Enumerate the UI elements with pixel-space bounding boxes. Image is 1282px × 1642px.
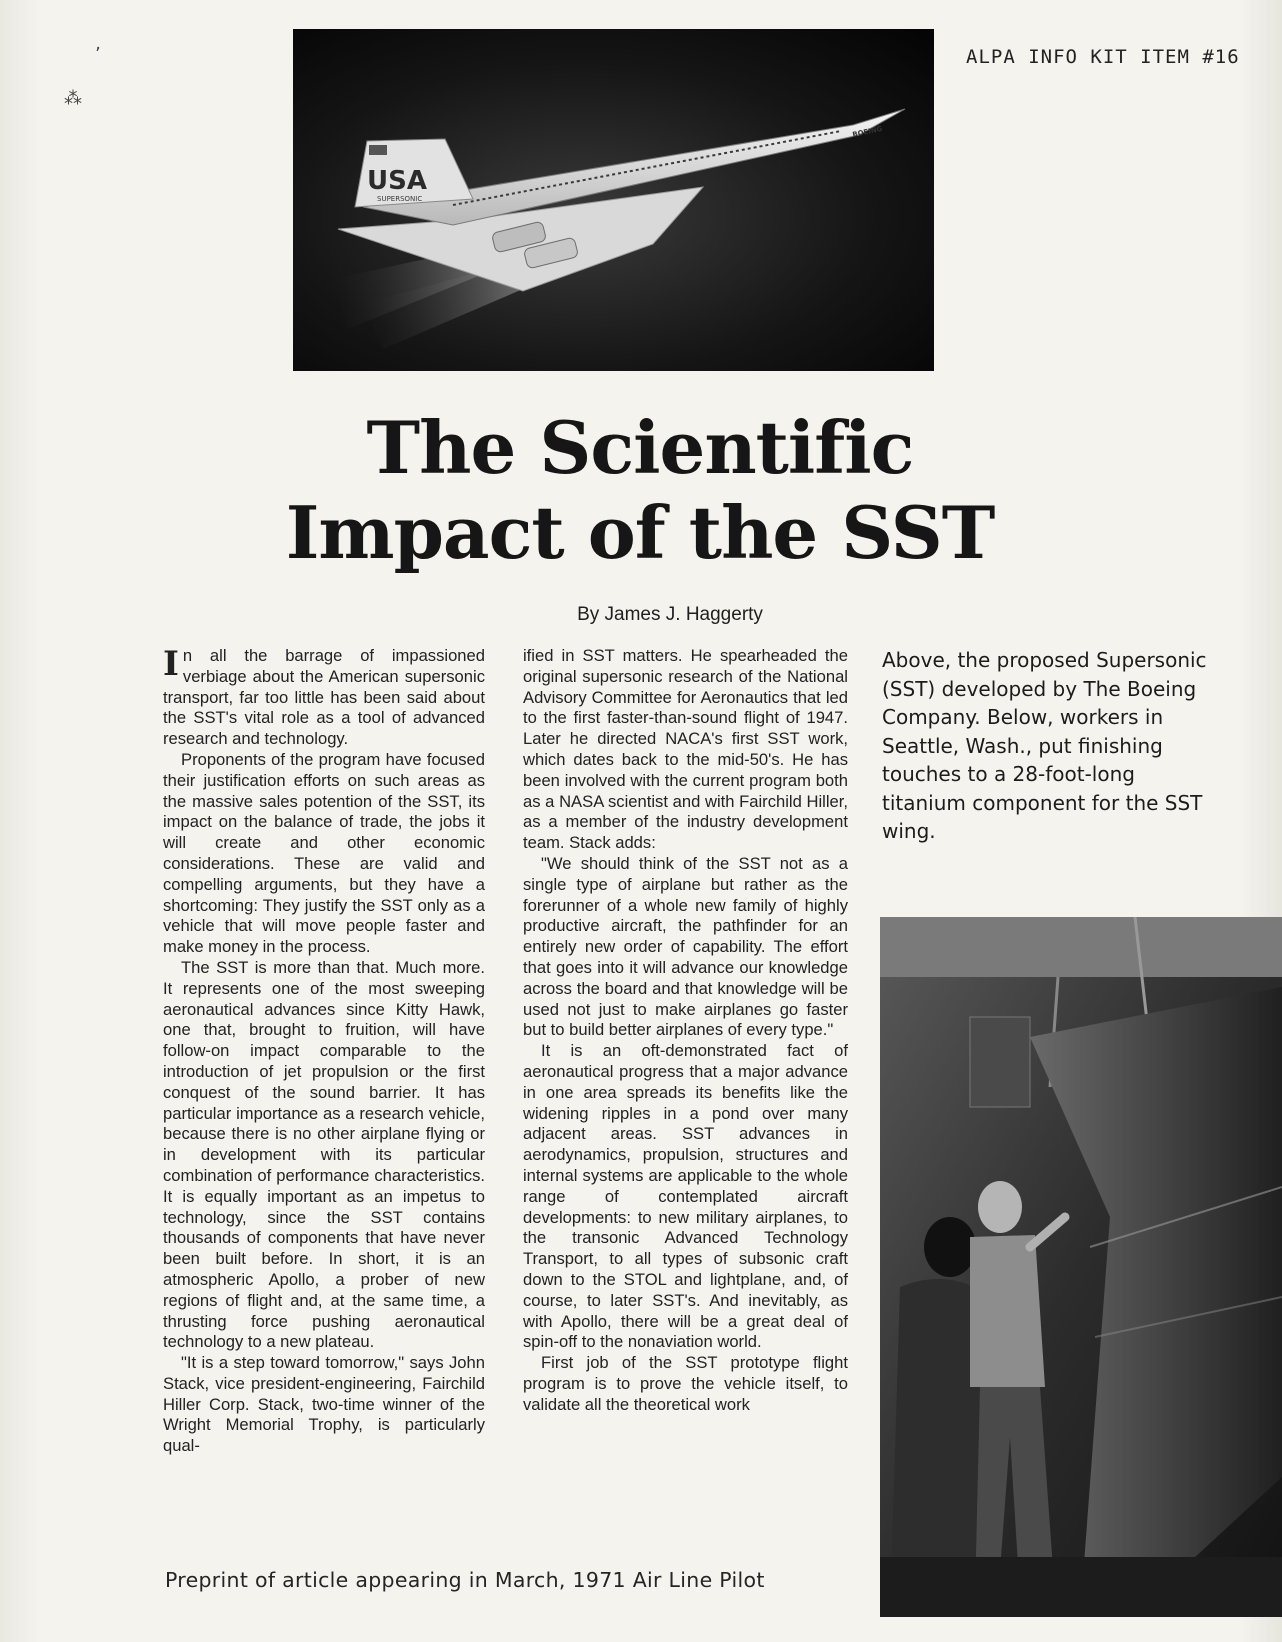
- paragraph: The SST is more than that. Much more. It represents one of the most sweeping aeronautical advances since Kitty Hawk, one that, brought to fruition, will have follow-on impact comparable to the introduction of jet propulsion or the first conquest of the sound barrier. It has particular importance as a research vehicle, because there is no other airplane flying or in development with its particular combination of performance characteristics. It is equally important as an impetus to technology, since the SST contains thousands of components that have never been built before. In short, it is an atmospheric Apollo, a prober of new regions of flight and, at the same time, a thrusting force pushing aeronautical technology to a new plateau.: [163, 957, 485, 1352]
- paragraph: "We should think of the SST not as a single type of airplane but rather as the forerunner of a whole new family of highly productive aircraft, the pathfinder for an entirely new order of capability. The effort that goes into it will advance our knowledge across the board and that knowledge will be used not just to make airplanes go faster but to build better airplanes of every type.": [523, 853, 848, 1040]
- sst-aircraft-photo: [293, 29, 934, 371]
- workers-titanium-photo: [880, 917, 1282, 1617]
- footer-note: Preprint of article appearing in March, 1971 Air Line Pilot: [165, 1568, 765, 1592]
- flag-icon: [369, 145, 387, 155]
- floor: [880, 1557, 1282, 1617]
- drop-cap: I: [163, 644, 179, 684]
- paragraph: First job of the SST prototype flight program is to prove the vehicle itself, to validate all the theoretical work: [523, 1353, 848, 1414]
- byline: By James J. Haggerty: [577, 604, 763, 625]
- title-line-1: The Scientific: [366, 405, 914, 490]
- ceiling: [880, 917, 1282, 977]
- paragraph-text: n all the barrage of impassioned verbiage about the American supersonic transport, far too little has been said about the SST's vital role as a tool of advanced research and technology.: [163, 646, 485, 749]
- article-title: [200, 405, 1080, 575]
- tail-marking: USA: [367, 166, 427, 196]
- paragraph: "It is a step toward tomorrow," says John Stack, vice president-engineering, Fairchild Hiller Corp. Stack, two-time winner of the Wright Memorial Trophy, is particularly qual-: [163, 1353, 485, 1456]
- photo-caption: Above, the proposed Supersonic (SST) developed by The Boeing Company. Below, workers in Seattle, Wash., put finishing touches to a 28-foot-long titanium component for the SST wing.: [882, 648, 1207, 843]
- machinery: [970, 1017, 1030, 1107]
- title-line-2: Impact of the SST: [285, 490, 995, 575]
- sst-aircraft-illustration: [293, 29, 934, 371]
- info-kit-label: ALPA INFO KIT ITEM #16: [966, 46, 1240, 68]
- paragraph: It is an oft-demonstrated fact of aeronautical progress that a major advance in one area spreads its benefits like the widening ripples in a pond over many adjacent areas. SST advances in aerodynamics, propulsion, structures and internal systems are applicable to the whole range of contemplated aircraft developments: to new military airplanes, to the transonic Advanced Technology Transport, to all types of subsonic craft down to the STOL and lightplane, and, of course, to later SST's. And inevitably, as with Apollo, there will be a great deal of spin-off to the nonaviation world.: [523, 1041, 848, 1352]
- paragraph: ified in SST matters. He spearheaded the original supersonic research of the National Advisory Committee for Aeronautics that led to the first faster-than-sound flight of 1947. Later he directed NACA's first SST work, which dates back to the mid-50's. He has been involved with the current program both as a NASA scientist and with Fairchild Hiller, as a member of the industry development team. Stack adds:: [523, 646, 848, 853]
- paragraph: [163, 646, 485, 750]
- article-column-1: [163, 646, 485, 1457]
- article-column-2: [523, 646, 848, 1415]
- paper-mark: ʼ: [95, 44, 101, 65]
- worker-plaid-shirt: [970, 1235, 1045, 1387]
- worker-head: [924, 1217, 976, 1277]
- factory-scene-illustration: [880, 917, 1282, 1617]
- tail-submarking: SUPERSONIC: [377, 195, 423, 203]
- paper-mark: ⁂: [64, 88, 82, 109]
- worker-head: [978, 1181, 1022, 1233]
- paragraph: Proponents of the program have focused their justification efforts on such areas as the massive sales potention of the SST, its impact on the balance of trade, the jobs it will create and other economic considerations. These are valid and compelling arguments, but they have a shortcoming: They justify the SST only as a vehicle that will move people faster and make money in the process.: [163, 749, 485, 957]
- nose-marking: BOEING: [851, 124, 884, 139]
